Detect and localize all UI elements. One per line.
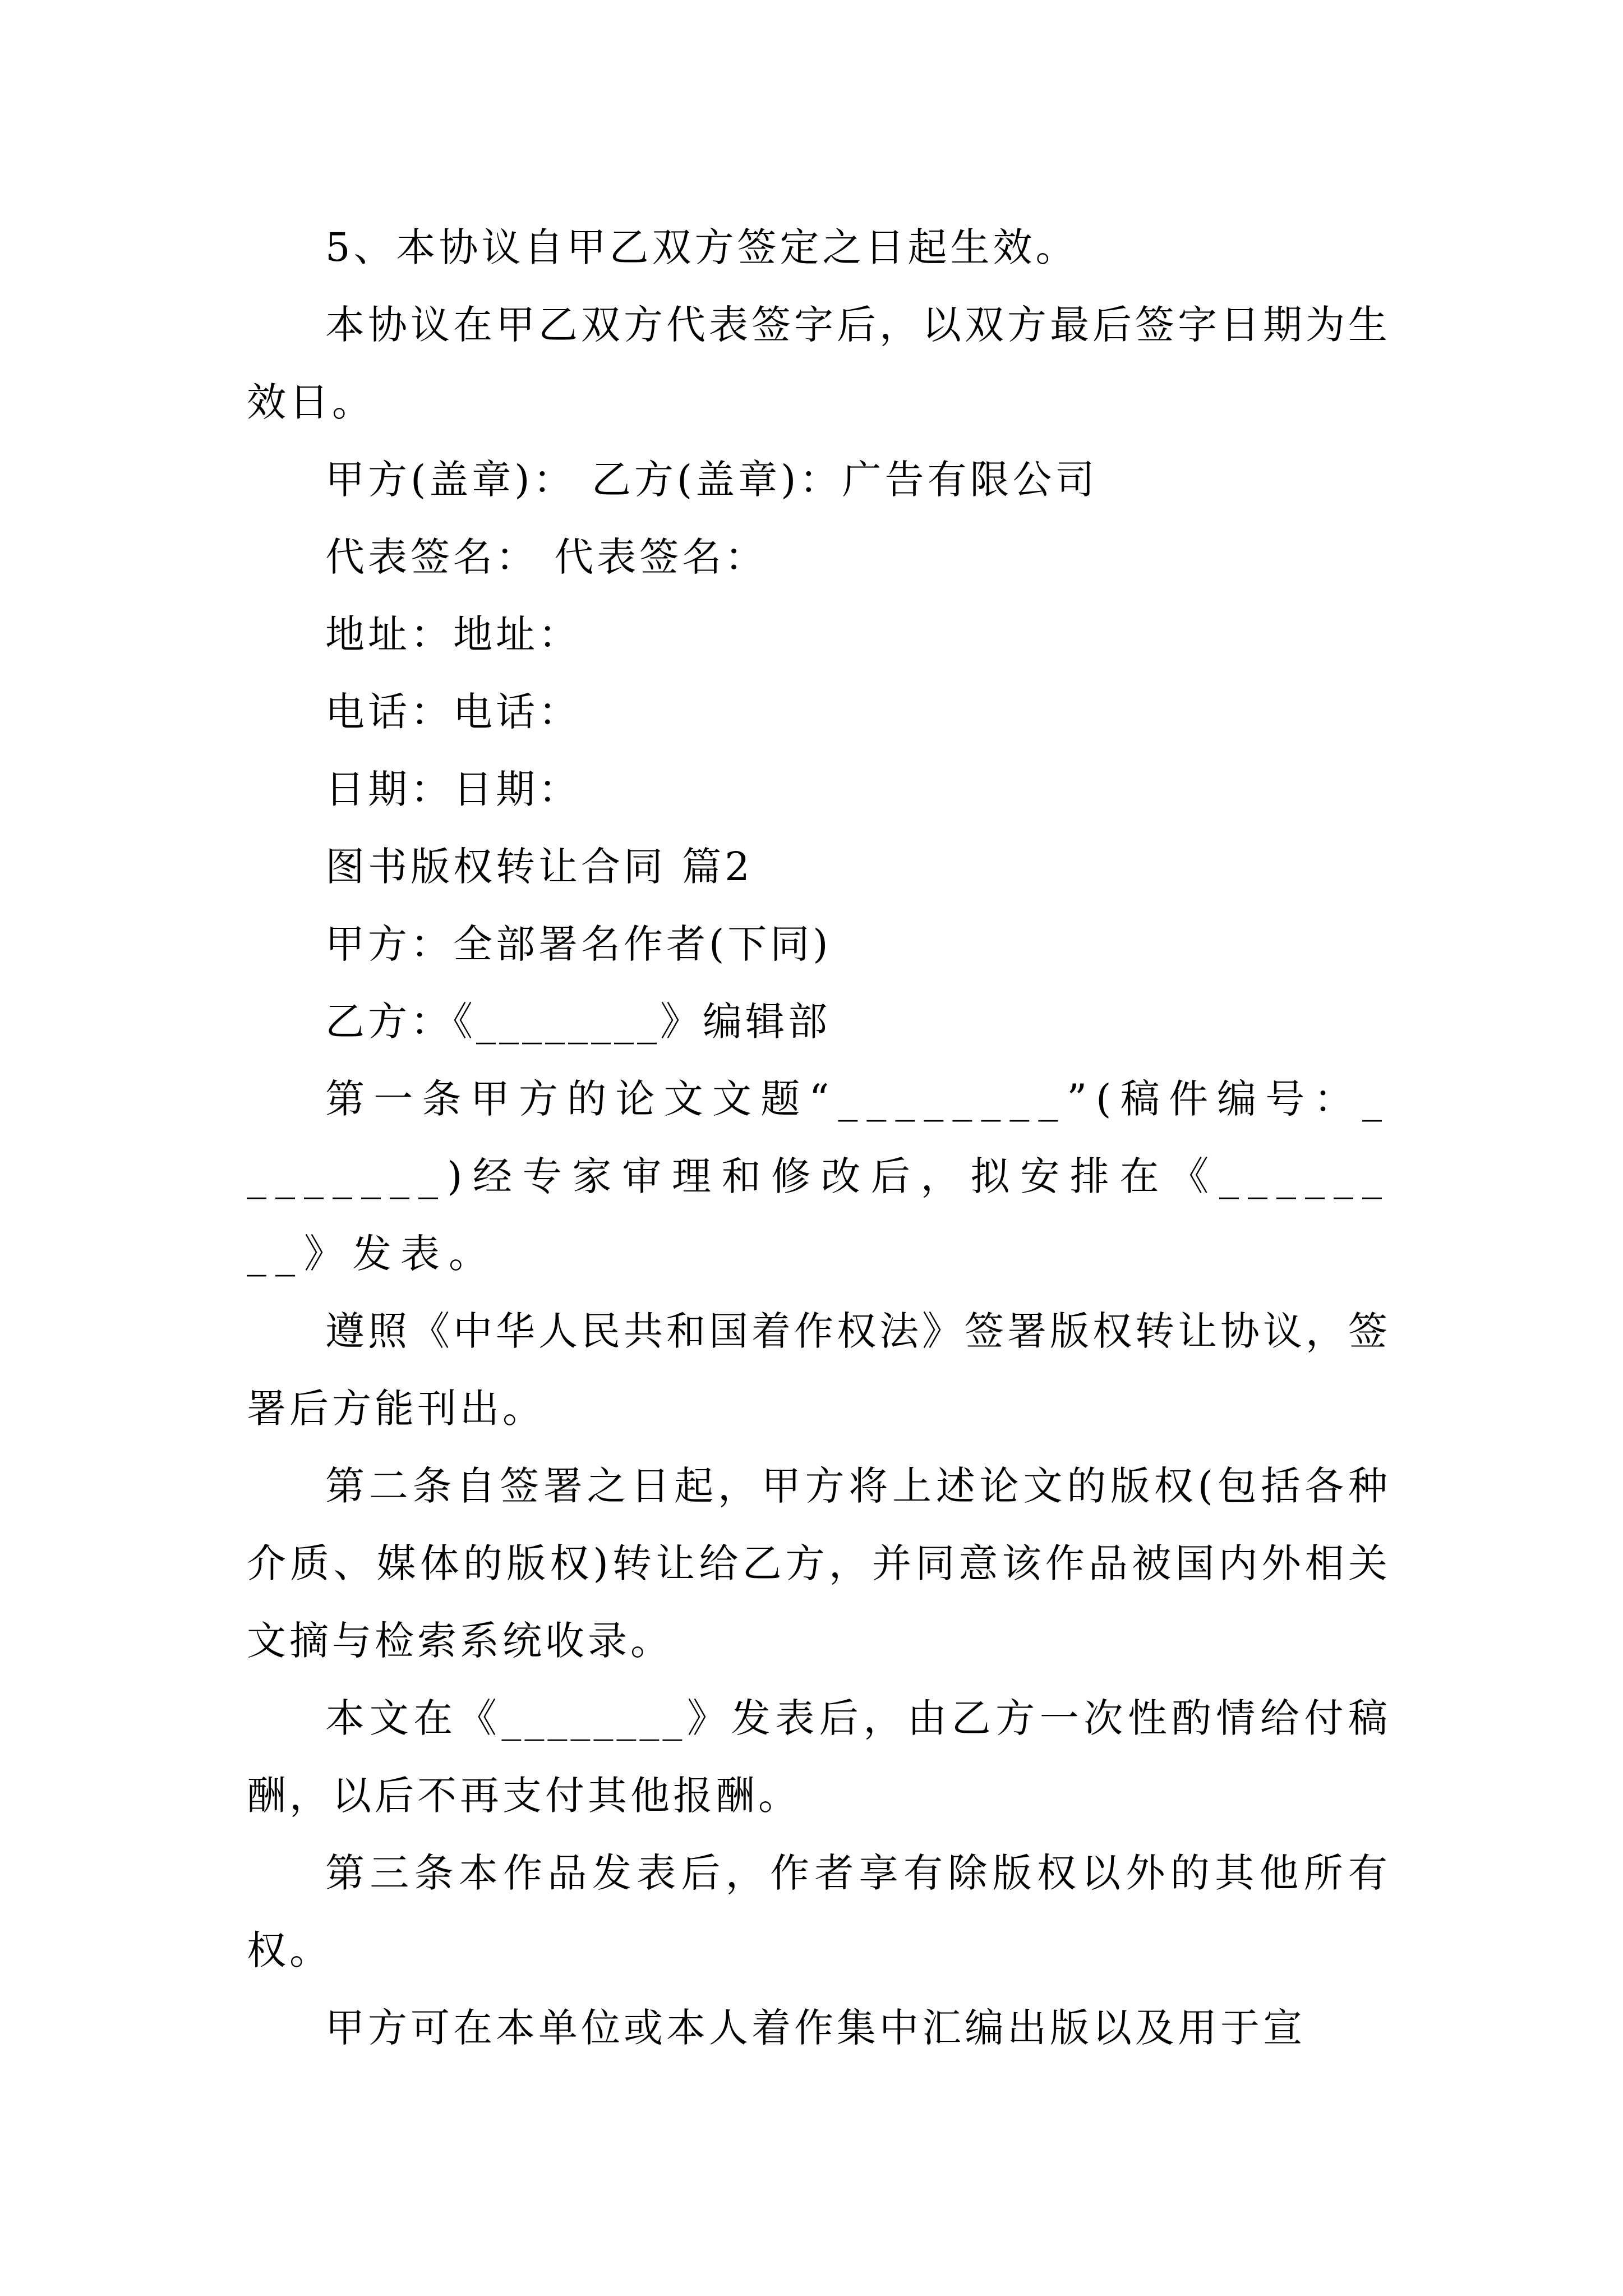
paragraph-remuneration: 本文在《________》发表后，由乙方一次性酌情给付稿酬，以后不再支付其他报酬。 — [247, 1695, 1391, 1819]
paragraph-article-3: 第三条本作品发表后，作者享有除版权以外的其他所有权。 — [247, 1850, 1391, 1973]
paragraph-article-1: 第一条甲方的论文文题“________”(稿件编号：________)经专家审理和修改后，拟安排在《________》发表。 — [247, 1076, 1391, 1277]
paragraph-party-a: 甲方：全部署名作者(下同) — [325, 921, 832, 967]
paragraph-date-line: 日期：日期： — [325, 766, 581, 812]
paragraph-address-line: 地址：地址： — [325, 611, 581, 657]
document-body — [247, 209, 1391, 2067]
paragraph-compilation: 甲方可在本单位或本人着作集中汇编出版以及用于宣 — [325, 2005, 1306, 2051]
paragraph-copyright-law: 遵照《中华人民共和国着作权法》签署版权转让协议，签署后方能刊出。 — [247, 1308, 1391, 1432]
paragraph-party-b: 乙方：《________》编辑部 — [325, 999, 831, 1045]
paragraph-effective-date: 本协议在甲乙双方代表签字后，以双方最后签字日期为生效日。 — [247, 302, 1391, 425]
paragraph-article-2: 第二条自签署之日起，甲方将上述论文的版权(包括各种介质、媒体的版权)转让给乙方，并同意该作品被国内外相关文摘与检索系统收录。 — [247, 1463, 1391, 1664]
section-heading: 图书版权转让合同 篇2 — [325, 844, 753, 890]
paragraph-signature-line: 代表签名： 代表签名： — [325, 534, 768, 580]
paragraph-effective-clause: 5、本协议自甲乙双方签定之日起生效。 — [325, 224, 1078, 270]
paragraph-phone-line: 电话：电话： — [325, 689, 581, 735]
paragraph-seal-line: 甲方(盖章)： 乙方(盖章)：广告有限公司 — [325, 457, 1098, 503]
